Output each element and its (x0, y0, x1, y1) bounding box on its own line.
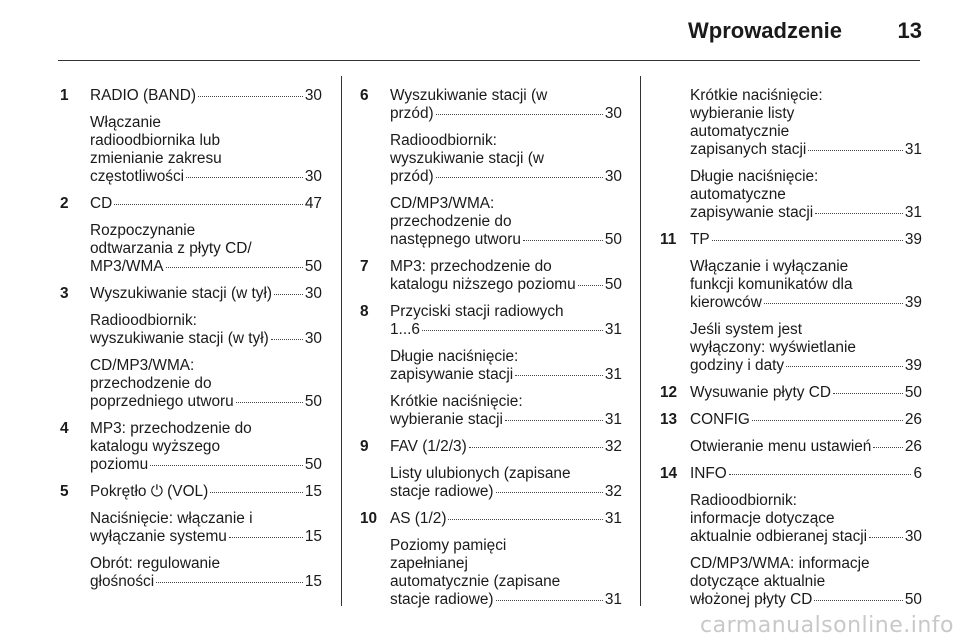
entry-item (390, 393, 622, 429)
page-reference: 30 (304, 285, 322, 302)
entry-text: zmienianie zakresu (90, 150, 222, 167)
index-column-3 (660, 78, 922, 609)
entry-text: Otwieranie menu ustawień (690, 438, 872, 455)
entry-leader-line (690, 438, 922, 456)
entry-text: Długie naciśnięcie: (690, 168, 819, 185)
index-entry (60, 285, 322, 411)
page-reference: 50 (604, 276, 622, 293)
entry-text: głośności (90, 573, 155, 590)
entry-leader-line (690, 591, 922, 609)
entry-leader-line (90, 168, 322, 186)
entry-leader-line (390, 483, 622, 501)
entry-leader-line (690, 528, 922, 546)
entry-item (90, 357, 322, 411)
entry-text: wyłączanie systemu (90, 528, 227, 545)
entry-number: 5 (60, 483, 69, 500)
index-entry (60, 420, 322, 474)
entry-text: automatycznie (690, 123, 790, 140)
dot-leader (166, 267, 303, 268)
dot-leader (150, 465, 303, 466)
entry-text: TP (690, 231, 710, 248)
index-entry (360, 87, 622, 249)
entry-item (90, 483, 322, 501)
page-reference: 50 (304, 393, 322, 410)
entry-text: Listy ulubionych (zapisane (390, 465, 571, 482)
page-reference: 30 (904, 528, 922, 545)
page-reference: 15 (304, 573, 322, 590)
entry-text: Wyszukiwanie stacji (w tył) (90, 285, 273, 302)
dot-leader (515, 375, 603, 376)
entry-number: 10 (360, 510, 378, 527)
entry-text: przód) (390, 105, 434, 122)
page-reference: 26 (904, 438, 922, 455)
entry-leader-line (90, 258, 322, 276)
entry-text: wyłączony: wyświetlanie (690, 339, 856, 356)
entry-text: stacje radiowe) (390, 591, 494, 608)
entry-text: Krótkie naciśnięcie: (690, 87, 823, 104)
page-reference: 31 (604, 321, 622, 338)
page-reference: 32 (604, 438, 622, 455)
entry-text: przód) (390, 168, 434, 185)
entry-number: 1 (60, 87, 69, 104)
entry-item (390, 132, 622, 186)
entry-item (390, 195, 622, 249)
dot-leader (752, 420, 903, 421)
entry-leader-line (90, 456, 322, 474)
entry-leader-line (690, 411, 922, 429)
entry-text: AS (1/2) (390, 510, 447, 527)
page-reference: 39 (904, 294, 922, 311)
dot-leader (436, 177, 603, 178)
dot-leader (114, 204, 303, 205)
entry-text: Wysuwanie płyty CD (690, 384, 831, 401)
entry-text: katalogu niższego poziomu (390, 276, 576, 293)
entry-item (90, 87, 322, 105)
entry-number: 8 (360, 303, 369, 320)
entry-text: Przyciski stacji radiowych (390, 303, 564, 320)
entry-leader-line (90, 195, 322, 213)
entry-leader-line (390, 510, 622, 528)
entry-text: 1...6 (390, 321, 420, 338)
entry-text: odtwarzania z płyty CD/ (90, 240, 252, 257)
entry-number: 14 (660, 465, 678, 482)
dot-leader (271, 339, 303, 340)
index-entry (660, 411, 922, 456)
page-reference: 31 (904, 204, 922, 221)
entry-text: poziomu (90, 456, 149, 473)
entry-text: Włączanie (90, 114, 161, 131)
index-entry (360, 258, 622, 294)
page-reference: 50 (904, 591, 922, 608)
dot-leader (436, 114, 603, 115)
entry-text: Pokrętło ⏻ (VOL) (90, 483, 209, 500)
entry-leader-line (390, 591, 622, 609)
page-reference: 31 (604, 510, 622, 527)
entry-text: CD/MP3/WMA: (390, 195, 495, 212)
entry-number: 9 (360, 438, 369, 455)
entry-text: CD/MP3/WMA: informacje (690, 555, 870, 572)
page-reference: 50 (304, 456, 322, 473)
entry-text: wyszukiwanie stacji (w (390, 150, 544, 167)
entry-number: 12 (660, 384, 678, 401)
entry-text: Wyszukiwanie stacji (w (390, 87, 548, 104)
entry-leader-line (690, 231, 922, 249)
header-rule (58, 60, 920, 61)
entry-text: przechodzenie do (90, 375, 212, 392)
entry-text: INFO (690, 465, 727, 482)
entry-leader-line (90, 528, 322, 546)
entry-leader-line (390, 105, 622, 123)
dot-leader (236, 402, 303, 403)
entry-item (690, 87, 922, 159)
page-reference: 39 (904, 357, 922, 374)
index-entry (660, 384, 922, 402)
entry-text: godziny i daty (690, 357, 785, 374)
page-reference: 26 (904, 411, 922, 428)
entry-number: 4 (60, 420, 69, 437)
entry-leader-line (690, 294, 922, 312)
entry-item (690, 555, 922, 609)
index-entry (690, 87, 922, 222)
watermark: carmanualsonline.info (700, 613, 954, 638)
entry-text: radioodbiornika lub (90, 132, 221, 149)
page-reference: 50 (904, 384, 922, 401)
page-header (0, 0, 960, 60)
entry-text: Włączanie i wyłączanie (690, 258, 849, 275)
entry-text: CD/MP3/WMA: (90, 357, 195, 374)
dot-leader (523, 240, 603, 241)
entry-leader-line (390, 231, 622, 249)
entry-text: informacje dotyczące (690, 510, 835, 527)
dot-leader (210, 492, 303, 493)
entry-item (90, 420, 322, 474)
entry-leader-line (90, 330, 322, 348)
entry-text: poprzedniego utworu (90, 393, 234, 410)
entry-item (90, 195, 322, 213)
entry-item (390, 87, 622, 123)
entry-text: MP3/WMA (90, 258, 164, 275)
index-entry (60, 195, 322, 276)
entry-leader-line (390, 366, 622, 384)
page-reference: 31 (604, 411, 622, 428)
entry-leader-line (390, 276, 622, 294)
page-reference: 39 (904, 231, 922, 248)
dot-leader (496, 492, 603, 493)
dot-leader (469, 447, 603, 448)
entry-item (390, 510, 622, 528)
index-entry (360, 510, 622, 609)
entry-leader-line (390, 321, 622, 339)
entry-number: 13 (660, 411, 678, 428)
entry-text: kierowców (690, 294, 762, 311)
page-reference: 15 (304, 528, 322, 545)
entry-text: zapisanych stacji (690, 141, 807, 158)
entry-item (390, 258, 622, 294)
page-reference: 32 (604, 483, 622, 500)
dot-leader (786, 366, 903, 367)
page-reference: 30 (304, 168, 322, 185)
entry-item (690, 258, 922, 312)
dot-leader (814, 600, 903, 601)
entry-text: automatycznie (zapisane (390, 573, 561, 590)
entry-leader-line (690, 465, 922, 483)
entry-item (90, 555, 322, 591)
column-divider (341, 76, 342, 606)
entry-text: wybieranie stacji (390, 411, 503, 428)
page-reference: 6 (913, 465, 922, 482)
page-reference: 31 (604, 591, 622, 608)
entry-leader-line (690, 384, 922, 402)
entry-number: 7 (360, 258, 369, 275)
entry-text: Długie naciśnięcie: (390, 348, 519, 365)
dot-leader (448, 519, 602, 520)
dot-leader (833, 393, 903, 394)
entry-item (690, 492, 922, 546)
entry-number: 2 (60, 195, 69, 212)
entry-item (390, 303, 622, 339)
entry-item (690, 321, 922, 375)
dot-leader (186, 177, 303, 178)
index-column-2 (360, 78, 622, 609)
index-entry (660, 465, 922, 609)
dot-leader (815, 213, 903, 214)
entry-text: aktualnie odbieranej stacji (690, 528, 868, 545)
entry-text: MP3: przechodzenie do (90, 420, 252, 437)
page-reference: 31 (904, 141, 922, 158)
entry-leader-line (90, 393, 322, 411)
entry-text: dotyczące aktualnie (690, 573, 826, 590)
entry-number: 6 (360, 87, 369, 104)
entry-text: wybieranie listy (690, 105, 795, 122)
entry-item (90, 510, 322, 546)
dot-leader (873, 447, 903, 448)
entry-text: stacje radiowe) (390, 483, 494, 500)
entry-number: 3 (60, 285, 69, 302)
dot-leader (712, 240, 903, 241)
entry-item (690, 465, 922, 483)
entry-text: automatyczne (690, 186, 786, 203)
index-entry (360, 438, 622, 501)
index-entry (60, 483, 322, 591)
dot-leader (496, 600, 603, 601)
entry-text: Radioodbiornik: (390, 132, 497, 149)
page-reference: 30 (604, 168, 622, 185)
entry-text: RADIO (BAND) (90, 87, 197, 104)
entry-leader-line (690, 141, 922, 159)
entry-text: zapisywanie stacji (690, 204, 814, 221)
chapter-title: Wprowadzenie (687, 18, 842, 43)
entry-text: Naciśnięcie: włączanie i (90, 510, 253, 527)
page-reference: 30 (604, 105, 622, 122)
index-column-1 (60, 78, 322, 591)
dot-leader (156, 582, 303, 583)
entry-leader-line (690, 357, 922, 375)
entry-text: CD (90, 195, 113, 212)
entry-leader-line (90, 483, 322, 501)
dot-leader (422, 330, 603, 331)
entry-text: wyszukiwanie stacji (w tył) (90, 330, 269, 347)
dot-leader (229, 537, 303, 538)
entry-text: włożonej płyty CD (690, 591, 813, 608)
entry-text: katalogu wyższego (90, 438, 221, 455)
entry-item (690, 438, 922, 456)
entry-text: częstotliwości (90, 168, 185, 185)
entry-text: Jeśli system jest (690, 321, 803, 338)
entry-leader-line (390, 411, 622, 429)
entry-item (390, 465, 622, 501)
page-reference: 30 (304, 87, 322, 104)
entry-item (690, 231, 922, 249)
entry-item (390, 537, 622, 609)
dot-leader (729, 474, 912, 475)
entry-text: następnego utworu (390, 231, 521, 248)
entry-text: Radioodbiornik: (90, 312, 197, 329)
entry-item (90, 285, 322, 303)
index-entry (60, 87, 322, 186)
page-reference: 15 (304, 483, 322, 500)
page-reference: 47 (304, 195, 322, 212)
entry-text: CONFIG (690, 411, 750, 428)
entry-text: zapisywanie stacji (390, 366, 514, 383)
entry-text: MP3: przechodzenie do (390, 258, 552, 275)
entry-item (90, 222, 322, 276)
index-entry (360, 303, 622, 429)
index-entry (660, 231, 922, 375)
entry-item (390, 348, 622, 384)
entry-text: Obrót: regulowanie (90, 555, 221, 572)
entry-leader-line (390, 438, 622, 456)
dot-leader (764, 303, 903, 304)
dot-leader (274, 294, 303, 295)
entry-leader-line (90, 87, 322, 105)
entry-leader-line (90, 573, 322, 591)
entry-leader-line (390, 168, 622, 186)
entry-leader-line (90, 285, 322, 303)
entry-item (90, 114, 322, 186)
page-reference: 50 (304, 258, 322, 275)
entry-text: Radioodbiornik: (690, 492, 797, 509)
entry-item (690, 168, 922, 222)
column-divider (640, 76, 641, 606)
page-reference: 30 (304, 330, 322, 347)
entry-leader-line (690, 204, 922, 222)
dot-leader (578, 285, 603, 286)
entry-text: funkcji komunikatów dla (690, 276, 853, 293)
page-reference: 31 (604, 366, 622, 383)
entry-text: FAV (1/2/3) (390, 438, 467, 455)
entry-text: Rozpoczynanie (90, 222, 196, 239)
dot-leader (198, 96, 303, 97)
entry-text: Poziomy pamięci (390, 537, 507, 554)
entry-text: przechodzenie do (390, 213, 512, 230)
page-reference: 50 (604, 231, 622, 248)
entry-text: Krótkie naciśnięcie: (390, 393, 523, 410)
page-number: 13 (897, 18, 922, 43)
entry-item (390, 438, 622, 456)
entry-item (690, 411, 922, 429)
dot-leader (808, 150, 903, 151)
dot-leader (505, 420, 603, 421)
entry-item (690, 384, 922, 402)
entry-text: zapełnianej (390, 555, 468, 572)
entry-number: 11 (660, 231, 677, 248)
dot-leader (869, 537, 903, 538)
entry-item (90, 312, 322, 348)
